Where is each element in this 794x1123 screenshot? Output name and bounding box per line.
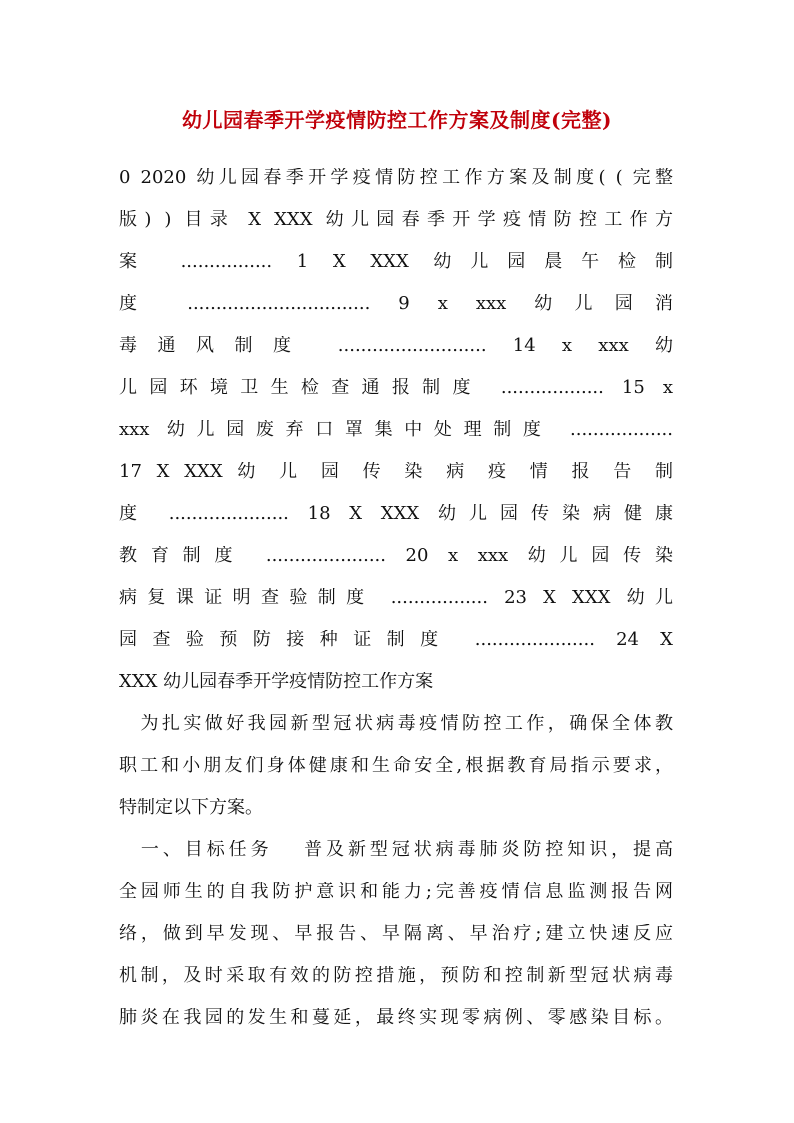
text-line: xxx 幼儿园废弃口罩集中处理制度 .................. xyxy=(119,420,673,440)
text-line: 病复课证明查验制度 ................. 23 X XXX 幼儿 xyxy=(119,588,673,608)
text-line: 职工和小朋友们身体健康和生命安全,根据教育局指示要求， xyxy=(119,756,673,776)
text-line: 教育制度 ..................... 20 x xxx 幼儿园传染 xyxy=(119,546,673,566)
text-line: 肺炎在我园的发生和蔓延，最终实现零病例、零感染目标。 xyxy=(119,1008,673,1028)
text-line: 络，做到早发现、早报告、早隔离、早治疗;建立快速反应 xyxy=(119,924,673,944)
text-line: 一、目标任务 普及新型冠状病毒肺炎防控知识，提高 xyxy=(119,840,673,860)
text-line: 版) ) 目录 X XXX 幼儿园春季开学疫情防控工作方 xyxy=(119,210,673,230)
text-line: 特制定以下方案。 xyxy=(119,798,263,818)
text-line: 全园师生的自我防护意识和能力;完善疫情信息监测报告网 xyxy=(119,882,673,902)
text-line: XXX 幼儿园春季开学疫情防控工作方案 xyxy=(119,672,434,692)
text-line: 机制，及时采取有效的防控措施，预防和控制新型冠状病毒 xyxy=(119,966,673,986)
text-line: 度 ..................... 18 X XXX 幼儿园传染病健康 xyxy=(119,504,673,524)
text-line: 案 ................ 1 X XXX 幼儿园晨午检制 xyxy=(119,252,673,272)
document-title: 幼儿园春季开学疫情防控工作方案及制度(完整) xyxy=(182,108,612,132)
text-line: 度 ................................ 9 x xxx 幼儿园消 xyxy=(119,294,673,314)
text-line: 毒通风制度 .......................... 14 x xxx 幼 xyxy=(119,336,673,356)
text-line: 为扎实做好我园新型冠状病毒疫情防控工作，确保全体教 xyxy=(119,714,673,734)
text-line: 0 2020 幼儿园春季开学疫情防控工作方案及制度( ( 完整 xyxy=(119,168,673,188)
text-line: 儿园环境卫生检查通报制度 .................. 15 x xyxy=(119,378,673,398)
text-line: 园查验预防接种证制度 ..................... 24 X xyxy=(119,630,673,650)
text-line: 17 X XXX 幼 儿 园 传 染 病 疫 情 报 告 制 xyxy=(119,462,673,482)
